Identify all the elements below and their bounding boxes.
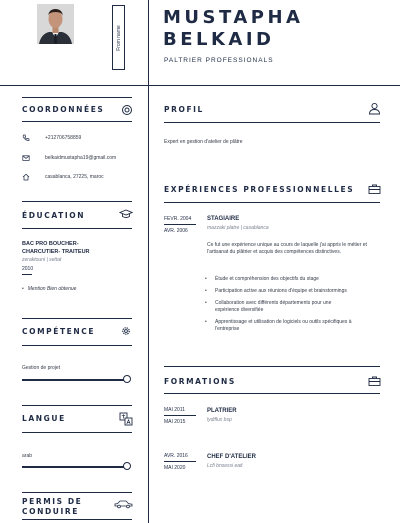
training-1-date-rule [164,415,196,416]
exp-bullet: • Collaboration avec différents départements pour une expérience diversifiée [205,300,355,314]
skill-level-bar [22,379,126,381]
language-label: arab [22,453,33,459]
education-top-rule [22,201,132,202]
degree-line-1: BAC PRO BOUCHER- [22,241,79,247]
exp-bullet-list [205,276,380,336]
license-bottom-rule [22,519,132,520]
skill-level-knob [123,375,131,383]
header-divider [0,85,400,86]
skills-top-rule [22,318,132,319]
exp-role: STAGIAIRE [207,216,240,222]
training-2-end: MAI 2020 [164,465,186,471]
experience-rule [164,202,380,203]
training-1-place: lydiflux bsp [207,417,232,423]
training-2-date-rule [164,461,196,462]
exp-bullet: • Apprentissage et utilisation de logiciels ou outils spécifiques à l'entreprise [205,319,355,333]
skill-label: Gestion de projet [22,365,61,371]
exp-end-date: AVR. 2006 [164,228,188,234]
phone-text: +212706758859 [45,135,82,141]
school-text: zeraktouni | settat [22,257,62,263]
degree-line-2: CHARCUTIER- TRAITEUR [22,249,90,255]
exp-place: mazzaki platre | casablanca [207,225,269,231]
education-year-rule [22,274,32,275]
exp-bullet: • Participation active aux réunions d'équipe et brainstormings [205,288,380,295]
license-title-line-2: CONDUIRE [22,507,79,516]
first-name: MUSTAPHA [163,7,304,28]
briefcase-icon [368,375,381,387]
education-mention: • Mention Bien obtenue [22,286,77,292]
column-divider [148,0,149,523]
address-text: casablanca, 27225, maroc [45,174,104,180]
training-2-place: Lcfi bnsessi eait [207,463,243,469]
education-title: ÉDUCATION [22,211,86,220]
training-1-end: MAI 2015 [164,419,186,425]
training-2-name: CHEF D'ATELIER [207,454,256,460]
language-level-bar [22,466,126,468]
license-title-line-1: PERMIS DE [22,497,83,506]
languages-top-rule [22,405,132,406]
profile-rule [164,122,380,123]
trainings-bottom-rule [164,393,380,394]
translate-icon [119,412,133,426]
education-year: 2010 [22,266,34,272]
job-title: PALTRIER PROFESSIONALS [164,57,274,64]
graduation-cap-icon [119,208,133,220]
language-level-knob [123,462,131,470]
training-1-start: MAI 2011 [164,407,186,413]
languages-bottom-rule [22,432,132,433]
profile-photo [37,4,74,44]
exp-bullet: • Étude et compréhension des objectifs du stage [205,276,380,283]
gear-icon [120,325,132,337]
target-icon [121,104,133,116]
user-icon [368,102,381,115]
email-text: belkaidmustapha19@gmail.com [45,155,117,161]
profile-text: Expert en gestion d'atelier de plâtre [164,139,243,145]
car-icon [114,499,133,509]
contact-bottom-rule [22,121,132,122]
skills-title: COMPÉTENCE [22,327,96,336]
experience-title: EXPÉRIENCES PROFESSIONNELLES [164,185,355,194]
exp-start-date: FEVR. 2004 [164,216,192,222]
contact-title: COORDONNÉES [22,105,105,114]
briefcase-icon [368,183,381,195]
education-bottom-rule [22,228,132,229]
contact-top-rule [22,97,132,98]
license-top-rule [22,492,132,493]
training-1-name: PLATRIER [207,408,237,414]
trainings-title: FORMATIONS [164,377,236,386]
trainings-top-rule [164,366,380,367]
training-2-start: AVR. 2016 [164,453,188,459]
phone-icon [22,134,30,142]
home-icon [22,173,30,181]
profile-title: PROFIL [164,105,204,114]
from-name-label: From name [115,24,122,51]
exp-date-rule [164,224,196,225]
from-name-box [112,5,125,70]
last-name: BELKAID [163,29,275,50]
email-icon [22,154,30,162]
mention-text: Mention Bien obtenue [27,286,77,292]
languages-title: LANGUE [22,414,66,423]
skills-bottom-rule [22,345,132,346]
exp-description: Ce fut une expérience unique au cours de laquelle j'ai appris le métier et l'artisanat du plâtrier et acquis des compétences distinctives. [207,242,367,255]
